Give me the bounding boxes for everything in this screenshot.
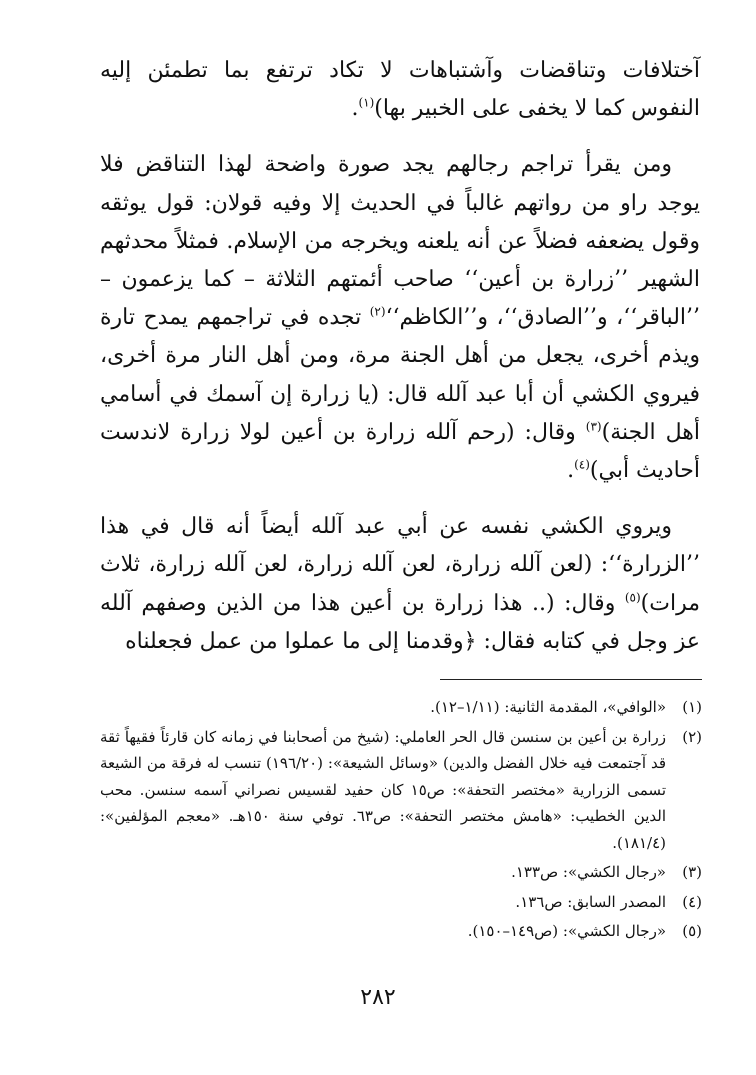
paragraph-3 bbox=[100, 508, 700, 661]
paragraph-1 bbox=[100, 52, 700, 128]
footnotes bbox=[100, 694, 702, 945]
footnote-4 bbox=[100, 889, 702, 916]
footnote-ref-1: (١) bbox=[358, 95, 375, 110]
footnote-1 bbox=[100, 694, 702, 721]
page-number: ٢٨٢ bbox=[360, 985, 396, 1010]
footnote-2 bbox=[100, 724, 702, 857]
paragraph-3-text-b: وقال: (.. هذا زرارة بن أعين هذا من الذين وصفهم آلله عز وجل في كتابه فقال: ﴿وقدمنا إلى ما عملوا من عمل فجعلناه bbox=[100, 590, 700, 654]
footnote-text: «رجال الكشي»: (ص١٤٩–١٥٠). bbox=[467, 922, 666, 940]
paragraph-2-end: . bbox=[567, 458, 575, 484]
footnote-ref-2: (٢) bbox=[369, 304, 386, 319]
footnote-number: (٣) bbox=[682, 863, 702, 881]
paragraph-2 bbox=[100, 146, 700, 490]
footnote-number: (٤) bbox=[682, 892, 702, 911]
paragraph-2-text-b: تجده في تراجمهم يمدح تارة ويذم أخرى، يجعل من أهل الجنة مرة، ومن أهل النار مرة أخرى، فيروي الكشي أن أبا عبد آلله قال: (يا زرارة إن آسمك في أسامي أهل الجنة) bbox=[100, 305, 700, 445]
footnote-5 bbox=[100, 918, 702, 945]
footnote-3 bbox=[100, 859, 702, 886]
footnote-ref-4: (٤) bbox=[574, 457, 590, 472]
paragraph-2-text-a: ومن يقرأ تراجم رجالهم يجد صورة واضحة لهذا التناقض فلا يوجد راو من رواتهم غالباً في الحديث إلا وفيه قولان: قول يوثقه وقول يضعفه فضلاً عن أنه يلعنه ويخرجه من الإسلام. فمثلاً محدثهم الشهير ’’زرارة بن أعين‘‘ صاحب أئمتهم الثلاثة – كما يزعمون – ’’الباقر‘‘، و’’الصادق‘‘، و’’الكاظم‘‘ bbox=[100, 152, 700, 331]
footnote-text: زرارة بن أعين بن سنسن قال الحر العاملي: (شيخ من أصحابنا في زمانه كان قارئاً فقيهاً ثقة قد آجتمعت فيه خلال الفضل والدين) «وسائل الشيعة»: (١٩٦/٢٠) تنسب له فرقة من الشيعة تسمى الزرارية «مختصر التحفة»: ص١٥ كان حفيد لقسيس نصراني آسمه سنسن. محب الدين الخطيب: «هامش مختصر التحفة»: ص٦٣. توفي سنة ١٥٠هـ. «معجم المؤلفين»: (١٨١/٤). bbox=[100, 727, 666, 852]
footnote-text: «الوافي»، المقدمة الثانية: (١/١١–١٢). bbox=[430, 698, 666, 716]
footnote-number: (١) bbox=[682, 698, 702, 716]
paragraph-1-text: آختلافات وتناقضات وآشتباهات لا تكاد ترتفع بما تطمئن إليه النفوس كما لا يخفى على الخبير بها) bbox=[100, 58, 700, 122]
main-text bbox=[100, 52, 700, 661]
footnote-text: «رجال الكشي»: ص١٣٣. bbox=[511, 863, 666, 881]
footnote-number: (٥) bbox=[682, 922, 702, 940]
footnote-ref-3: (٣) bbox=[585, 419, 602, 434]
paragraph-2-text-c: وقال: (رحم آلله زرارة بن أعين لولا زرارة لاندست أحاديث أبي) bbox=[100, 419, 700, 484]
footnote-ref-5: (٥) bbox=[624, 590, 641, 605]
paragraph-3-text-a: ويروي الكشي نفسه عن أبي عبد آلله أيضاً أنه قال في هذا ’’الزرارة‘‘: (لعن آلله زرارة، لعن آلله زرارة، لعن آلله زرارة، ثلاث مرات) bbox=[100, 514, 700, 616]
footnote-number: (٢) bbox=[682, 727, 702, 746]
footnote-text: المصدر السابق: ص١٣٦. bbox=[515, 892, 666, 911]
footnote-separator bbox=[440, 679, 702, 680]
paragraph-1-end: . bbox=[351, 96, 359, 122]
